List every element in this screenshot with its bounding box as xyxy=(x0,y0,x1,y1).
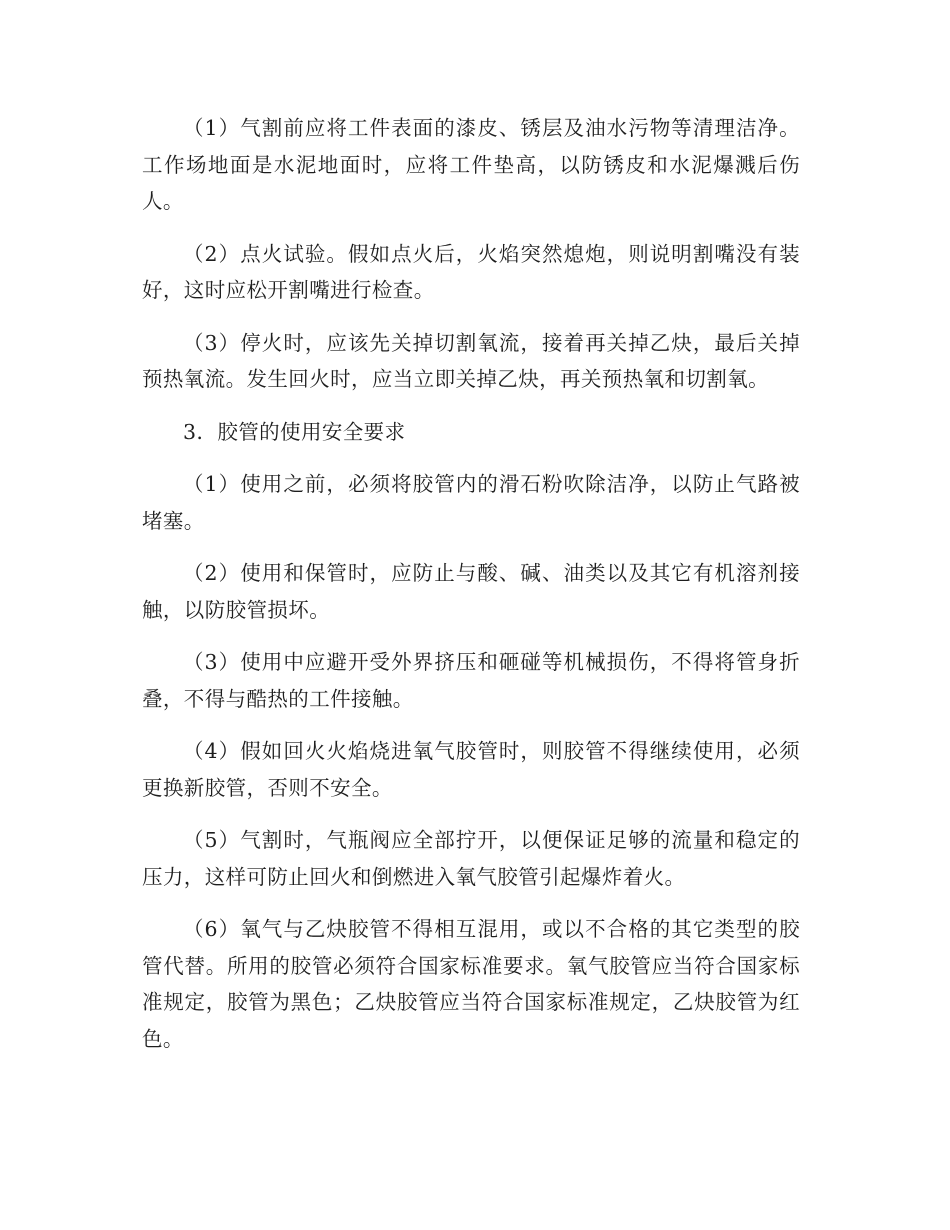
section-heading-hose-safety: 3．胶管的使用安全要求 xyxy=(183,419,406,444)
paragraph-shutdown-procedure: （3）停火时，应该先关掉切割氧流，接着再关掉乙炔，最后关掉预热氧流。发生回火时，应当立即关掉乙炔，再关预热氧和切割氧。 xyxy=(142,330,800,391)
document-body xyxy=(142,110,800,1073)
paragraph-hose-damage: （3）使用中应避开受外界挤压和砸碰等机械损伤，不得将管身折叠，不得与酷热的工件接触。 xyxy=(142,650,800,711)
paragraph-hose-cleaning: （1）使用之前，必须将胶管内的滑石粉吹除洁净，以防止气路被堵塞。 xyxy=(142,472,800,533)
paragraph-hose-storage: （2）使用和保管时，应防止与酸、碱、油类以及其它有机溶剂接触，以防胶管损坏。 xyxy=(142,561,800,622)
paragraph-hose-standards: （6）氧气与乙炔胶管不得相互混用，或以不合格的其它类型的胶管代替。所用的胶管必须符合国家标准要求。氧气胶管应当符合国家标准规定，胶管为黑色；乙炔胶管应当符合国家标准规定，乙炔胶管为红色。 xyxy=(142,917,800,1051)
paragraph-ignition-test: （2）点火试验。假如点火后，火焰突然熄炮，则说明割嘴没有装好，这时应松开割嘴进行检查。 xyxy=(142,241,800,302)
paragraph-valve-opening: （5）气割时，气瓶阀应全部拧开，以便保证足够的流量和稳定的压力，这样可防止回火和倒燃进入氧气胶管引起爆炸着火。 xyxy=(142,828,800,889)
paragraph-gas-cutting-cleaning: （1）气割前应将工件表面的漆皮、锈层及油水污物等清理洁净。工作场地面是水泥地面时，应将工件垫高，以防锈皮和水泥爆溅后伤人。 xyxy=(142,116,800,213)
paragraph-hose-replacement: （4）假如回火火焰烧进氧气胶管时，则胶管不得继续使用，必须更换新胶管，否则不安全。 xyxy=(142,739,800,800)
